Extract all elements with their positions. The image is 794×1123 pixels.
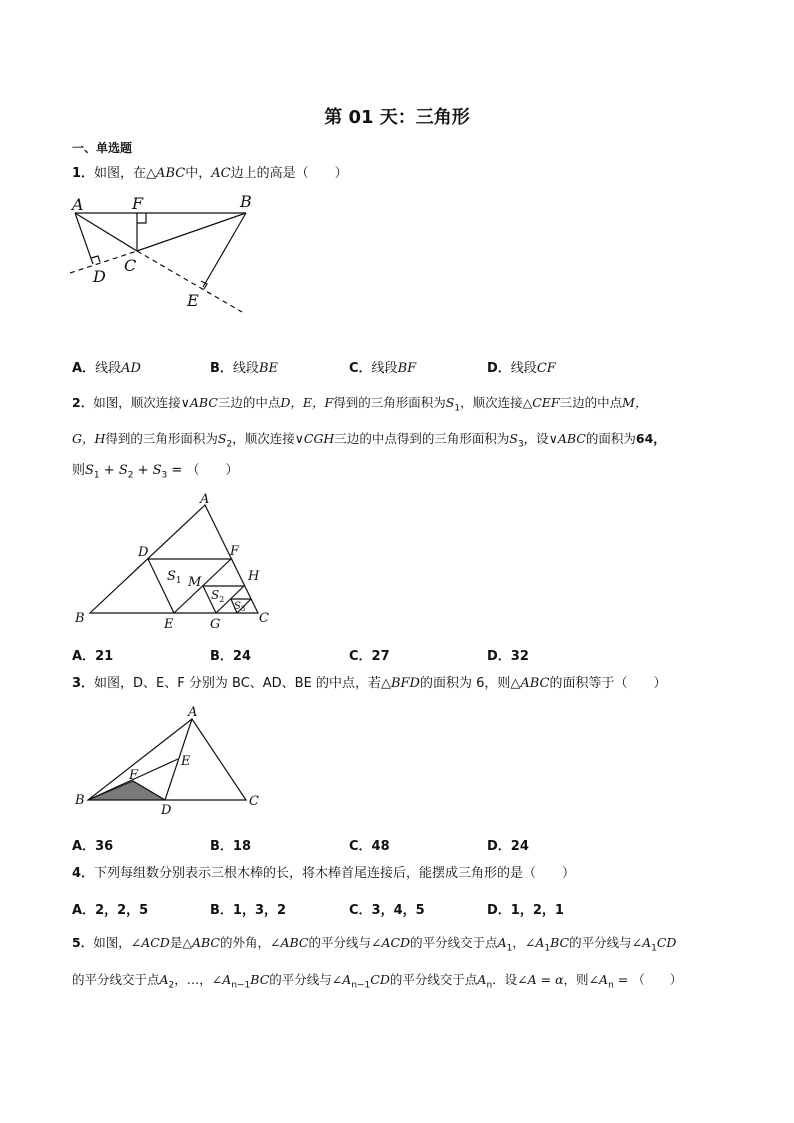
- question-1-stem: 1．如图，在△ABC中，AC边上的高是（ ）: [72, 166, 348, 181]
- label-G: G: [210, 617, 221, 632]
- label-H: H: [248, 569, 260, 584]
- label-C: C: [124, 256, 137, 275]
- q2-option-a[interactable]: A．21: [72, 649, 114, 664]
- label-D: D: [161, 803, 172, 817]
- q2-option-d[interactable]: D．32: [487, 649, 529, 664]
- question-5-line-2: 的平分线交于点$A_2$，…，$\angle A_{n-1}BC$的平分线与$\angle A_{n-1}CD$的平分线交于点$A_n$．设∠A = α，则$\angle A_n$ = （ ）: [72, 972, 683, 991]
- q1-option-a[interactable]: A．线段AD: [72, 361, 141, 376]
- question-2-line-2: G，H得到的三角形面积为$S_2$，顺次连接∨CGH三边的中点得到的三角形面积为$S_3$，设∨ABC的面积为64，: [72, 431, 666, 450]
- question-2-figure: [70, 488, 280, 636]
- math-triangle: △ABC: [146, 166, 186, 181]
- label-C: C: [249, 794, 259, 809]
- label-F: F: [230, 544, 240, 559]
- question-3-figure: [70, 702, 270, 817]
- label-E: E: [164, 617, 174, 632]
- question-5-line-1: 5．如图，∠ACD是△ABC的外角，∠ABC的平分线与∠ACD的平分线交于点$A_1$，$\angle A_1BC$的平分线与$\angle A_1CD$: [72, 935, 677, 954]
- label-M: M: [188, 575, 202, 590]
- q3-option-d[interactable]: D．24: [487, 839, 529, 854]
- q3-option-c[interactable]: C．48: [349, 839, 390, 854]
- q3-option-a[interactable]: A．36: [72, 839, 114, 854]
- question-3-stem: 3．如图，D、E、F 分别为 BC、AD、BE 的中点，若△BFD的面积为 6，则△ABC的面积等于（ ）: [72, 676, 667, 691]
- question-2-line-3: 则$S_1 + S_2 + S_3$ = （ ）: [72, 463, 239, 481]
- question-1-figure: [60, 188, 260, 318]
- question-number: 5．: [72, 935, 94, 950]
- label-B: B: [75, 793, 85, 808]
- q1-option-d[interactable]: D．线段CF: [487, 361, 556, 376]
- question-number: 2．: [72, 395, 94, 410]
- label-S1: $S_1$: [167, 569, 182, 586]
- q4-option-a[interactable]: A．2，2，5: [72, 903, 149, 918]
- q4-option-c[interactable]: C．3，4，5: [349, 903, 425, 918]
- label-B: B: [75, 611, 85, 626]
- label-S2: $S_2$: [211, 588, 225, 604]
- q4-option-d[interactable]: D．1，2，1: [487, 903, 564, 918]
- label-A: A: [72, 195, 84, 214]
- question-number: 3．: [72, 676, 95, 691]
- q2-option-b[interactable]: B．24: [210, 649, 252, 664]
- label-F: F: [129, 768, 139, 783]
- label-D: D: [138, 545, 149, 560]
- question-number: 1．: [72, 166, 95, 181]
- label-B: B: [240, 192, 252, 211]
- section-heading: 一、单选题: [72, 141, 133, 155]
- label-E: E: [181, 754, 191, 769]
- q1-option-b[interactable]: B．线段BE: [210, 361, 278, 376]
- question-number: 4．: [72, 866, 95, 881]
- label-F: F: [132, 194, 144, 213]
- question-4-stem: 4．下列每组数分别表示三根木棒的长，将木棒首尾连接后，能摆成三角形的是（ ）: [72, 866, 576, 881]
- q2-option-c[interactable]: C．27: [349, 649, 390, 664]
- label-D: D: [93, 267, 106, 286]
- q1-option-c[interactable]: C．线段BF: [349, 361, 417, 376]
- label-E: E: [187, 291, 199, 310]
- label-S3: $S_3$: [234, 601, 246, 613]
- label-A: A: [200, 492, 210, 507]
- label-A: A: [188, 705, 198, 720]
- page-title: 第 01 天：三角形: [324, 107, 470, 128]
- q4-option-b[interactable]: B．1，3，2: [210, 903, 287, 918]
- label-C: C: [259, 611, 269, 626]
- question-2-line-1: 2．如图，顺次连接∨ABC三边的中点D，E，F得到的三角形面积为$S_1$，顺次连接△CEF三边的中点M，: [72, 395, 648, 414]
- q3-option-b[interactable]: B．18: [210, 839, 252, 854]
